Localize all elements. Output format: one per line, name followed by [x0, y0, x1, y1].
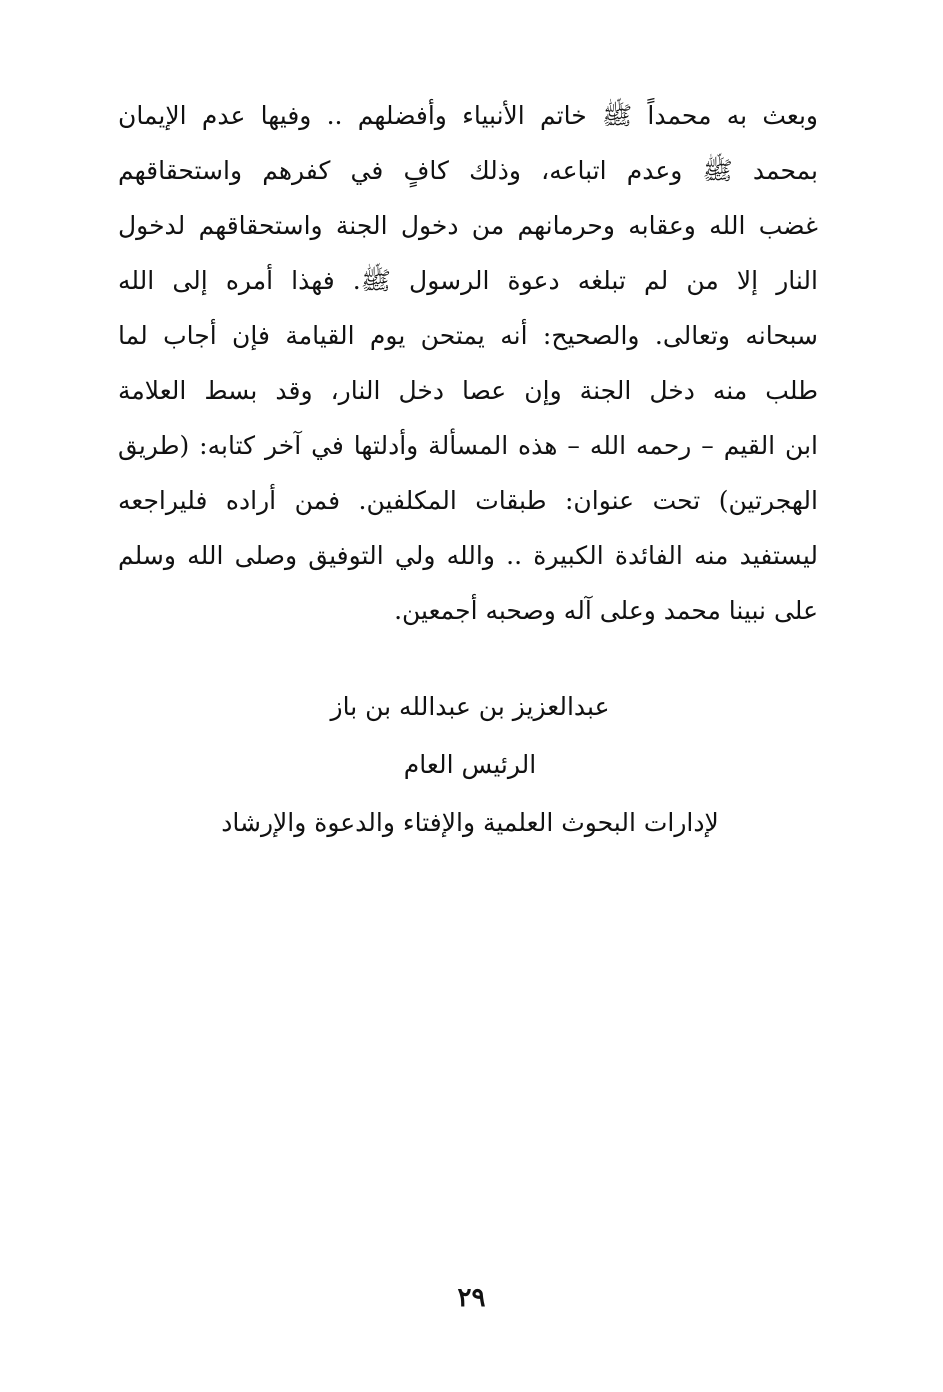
signatory-organization: لإدارات البحوث العلمية والإفتاء والدعوة والإرشاد	[221, 808, 719, 837]
text-line: ابن القيم – رحمه الله – هذه المسألة وأدلتها في آخر كتابه: (طريق	[118, 431, 818, 460]
text-line: وبعث به محمداً ﷺ خاتم الأنبياء وأفضلهم .. وفيها عدم الإيمان	[118, 101, 818, 130]
text-line: بمحمد ﷺ وعدم اتباعه، وذلك كافٍ في كفرهم واستحقاقهم	[118, 156, 818, 185]
text-line: ليستفيد منه الفائدة الكبيرة .. والله ولي التوفيق وصلى الله وسلم	[118, 541, 818, 570]
text-line: طلب منه دخل الجنة وإن عصا دخل النار، وقد بسط العلامة	[118, 376, 818, 405]
text-line: سبحانه وتعالى. والصحيح: أنه يمتحن يوم القيامة فإن أجاب لما	[118, 321, 818, 350]
page-number: ٢٩	[457, 1283, 486, 1313]
signatory-name: عبدالعزيز بن عبدالله بن باز	[330, 692, 610, 721]
text-line: الهجرتين) تحت عنوان: طبقات المكلفين. فمن أراده فليراجعه	[118, 486, 818, 515]
text-line: غضب الله وعقابه وحرمانهم من دخول الجنة واستحقاقهم لدخول	[118, 211, 818, 240]
signatory-title: الرئيس العام	[403, 750, 537, 779]
signature-block	[150, 678, 790, 852]
body-paragraph	[118, 88, 818, 638]
text-line: على نبينا محمد وعلى آله وصحبه أجمعين.	[394, 596, 818, 625]
text-line: النار إلا من لم تبلغه دعوة الرسول ﷺ. فهذا أمره إلى الله	[118, 266, 818, 295]
